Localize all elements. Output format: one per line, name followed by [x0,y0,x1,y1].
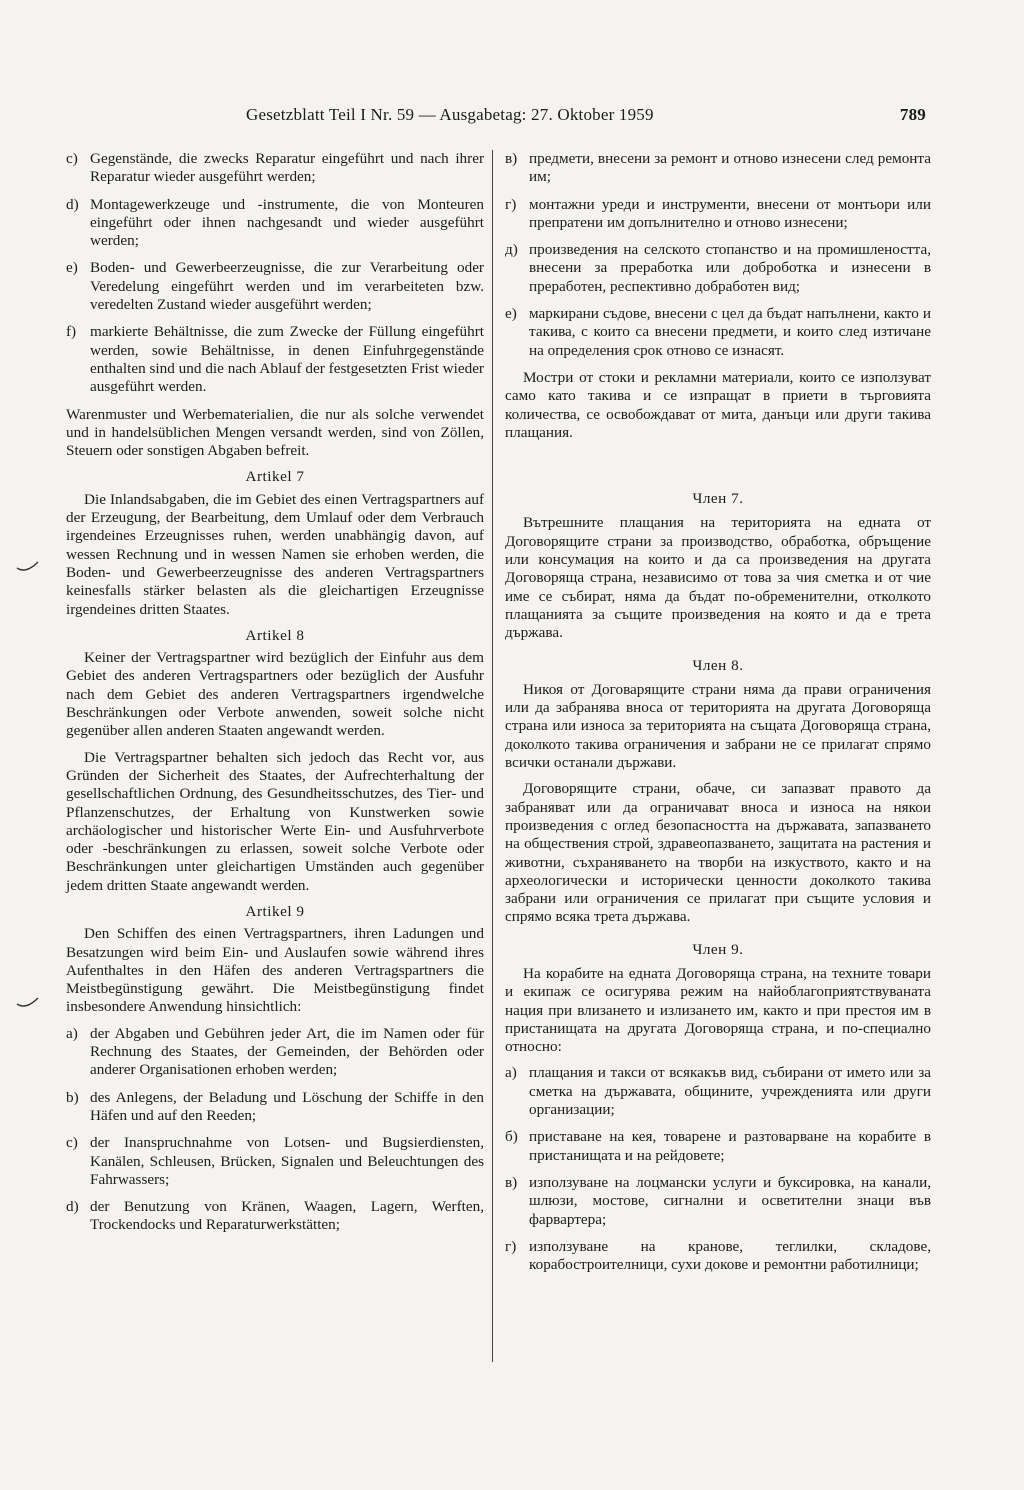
article-8-paragraph-2: Договорящите страни, обаче, си запазват правото да забраняват или да ограничават вноса и износа на някои произведения с оглед безопасността на държавата, запазването на обществения строй, здравеопазването, защитата на растения и животни, съхраняването на творби на изкуството, както и на археологически и исторически ценности доколкото такива забрани или ограничения се прилагат при същите условия и спрямо всяка трета държава. [505,780,931,926]
list-item [505,150,931,187]
item-text: използуване на кранове, теглилки, складове, корабостроителници, сухи докове и ремонтни работилници; [529,1237,931,1274]
list-item [505,305,931,360]
item-label: в) [505,150,518,167]
list-item [66,150,484,187]
item-label: c) [66,150,78,167]
item-label: f) [66,323,77,341]
item-text: markierte Behältnisse, die zum Zwecke der Füllung eingeführt werden, sowie Behältnisse, in denen Einfuhrgegenstände enthalten sind und die nach Ablauf der festgesetzten Frist wieder ausgeführt werden. [90,323,484,396]
margin-mark [16,996,40,1010]
item-label: b) [66,1088,79,1106]
item-label: e) [66,259,78,277]
list-item [505,1128,931,1165]
paragraph-samples: Warenmuster und Werbematerialien, die nur als solche verwendet und in handelsüblichen Mengen versandt werden, sind von Zöllen, Steuern oder sonstigen Abgaben befreit. [66,405,484,460]
item-text: der Abgaben und Gebühren jeder Art, die im Namen oder für Rechnung des Staates, der Gemeinden, der Behörden oder anderer Organisationen erhoben werden; [90,1024,484,1079]
list-item [66,323,484,396]
list-item [505,1064,931,1119]
item-label: a) [66,1024,78,1042]
article-7-heading: Член 7. [692,490,744,508]
article-8-paragraph-1: Никоя от Договарящите страни няма да прави ограничения или да забранява вноса от територията на другата Договоряща страна или износа за територията на същата Договоряща страна, доколкото такива ограничения и забрани не се прилагат спрямо всички останали държави. [505,680,931,772]
item-label: е) [505,305,517,323]
column-german [66,150,484,1244]
article-7-heading: Artikel 7 [245,468,305,486]
list-item [505,1174,931,1229]
column-divider [492,150,493,1362]
list-item [66,1198,484,1235]
article-8-paragraph-1: Keiner der Vertragspartner wird bezüglich der Einfuhr aus dem Gebiet des anderen Vertragspartners oder bezüglich der Ausfuhr nach dem Gebiet des anderen Vertragspartners irgendwelche Beschränkungen oder Verbote anwenden, soweit solche nicht gegenüber allen anderen Staaten angewandt werden. [66,649,484,740]
item-label: а) [505,1064,517,1082]
list-item [66,1134,484,1189]
list-item [66,259,484,314]
item-text: използуване на лоцмански услуги и буксировка, на канали, шлюзи, мостове, сигнални и осветителни знаци във фарвартера; [529,1173,931,1228]
item-text: монтажни уреди и инструменти, внесени от монтьори или препратени им допълнително и отново изнесени; [529,195,931,231]
item-label: в) [505,1173,518,1191]
header-title: Gesetzblatt Teil I Nr. 59 — Ausgabetag: 27. Oktober 1959 [246,105,654,124]
article-7-text: Die Inlandsabgaben, die im Gebiet des einen Vertragspartners auf der Erzeugung, der Bearbeitung, dem Umlauf oder dem Verbrauch irgendeines Erzeugnisses ruhen, werden unabhängig davon, auf wessen Rechnung und in wessen Namen sie erhoben werden, die Boden- und Gewerbeerzeugnisse des anderen Vertragspartners keinesfalls stärker belasten als die gleichartigen Erzeugnisse irgendeines dritten Staates. [66,490,484,618]
item-text: Montagewerkzeuge und -instrumente, die von Monteuren eingeführt oder ihnen nachgesandt und wieder ausgeführt werden; [90,195,484,250]
column-bulgarian [505,150,931,1283]
page-header [246,105,926,129]
article-8-heading: Член 8. [692,656,744,674]
item-label: б) [505,1128,518,1146]
item-text: der Inanspruchnahme von Lotsen- und Bugsierdiensten, Kanälen, Schleusen, Brücken, Signalen und Beleuchtungen des Fahrwassers; [90,1134,484,1188]
article-7-text: Вътрешните плащания на територията на едната от Договорящите страни за производство, обработка, обръщение или консумация на които и да са произведения на другата Договоряща страна, независимо от това за чия сметка и от чие име се събират, няма да бъдат по-обременителни, отколкото плащанията за същите произведения на която и да е трета държава. [505,514,931,642]
item-text: Boden- und Gewerbeerzeugnisse, die zur Verarbeitung oder Veredelung eingeführt werden und im verarbeiteten bzw. veredelten Zustand wieder ausgeführt werden; [90,259,484,314]
list-item [505,241,931,296]
item-text: маркирани съдове, внесени с цел да бъдат напълнени, както и такива, с които са внесени предмети, и които след изтичане на определения срок отново се изнасят. [529,305,931,359]
item-label: d) [66,1198,79,1216]
list-item [66,1089,484,1126]
article-9-heading: Член 9. [692,940,744,958]
item-label: d) [66,195,79,213]
article-9-text: На корабите на едната Договоряща страна, на техните товари и екипаж се осигурява режим на найоблагоприятствуваната нация при влизането и излизането им, както и при престоя им в пристанищата на другата Договоряща страна, и по-специално относно: [505,964,931,1056]
paragraph-samples: Мостри от стоки и рекламни материали, които се използуват само като такива и се изпращат в приети в търговията количества, се освобождават от мита, данъци или други такива плащания. [505,368,931,441]
item-label: г) [505,1237,517,1255]
item-text: произведения на селското стопанство и на промишлеността, внесени за преработка или доброботка и изнесени в преработен, респективно добработен вид; [529,241,931,295]
item-label: г) [505,195,517,213]
list-item [505,196,931,233]
list-item [66,196,484,251]
margin-mark [16,560,40,574]
article-8-heading: Artikel 8 [245,626,305,644]
list-item [66,1025,484,1080]
article-9-heading: Artikel 9 [245,902,305,920]
item-text: предмети, внесени за ремонт и отново изнесени след ремонта им; [529,150,931,186]
page-number: 789 [899,105,926,124]
item-text: Gegenstände, die zwecks Reparatur eingeführt und nach ihrer Reparatur wieder ausgeführt werden; [90,150,484,186]
article-9-text: Den Schiffen des einen Vertragspartners, ihren Ladungen und Besatzungen wird beim Ein- und Auslaufen sowie während ihres Aufenthaltes in den Häfen des anderen Vertragspartners die Meistbegünstigung gewährt. Die Meistbegünstigung findet insbesondere Anwendung hinsichtlich: [66,925,484,1016]
item-text: приставане на кея, товарене и разтоварване на корабите в пристанищата и на рейдовете; [529,1128,931,1164]
item-label: д) [505,241,518,259]
item-text: der Benutzung von Kränen, Waagen, Lagern, Werften, Trockendocks und Reparaturwerkstätten; [90,1198,484,1234]
item-text: плащания и такси от всякакъв вид, събирани от името или за сметка на държавата, общините, учрежденията или други организации; [529,1064,931,1119]
list-item [505,1238,931,1275]
item-text: des Anlegens, der Beladung und Löschung der Schiffe in den Häfen und auf den Reeden; [90,1088,484,1124]
article-8-paragraph-2: Die Vertragspartner behalten sich jedoch das Recht vor, aus Gründen der Sicherheit des Staates, der Aufrechterhaltung der gesellschaftlichen Ordnung, des Gesundheitsschutzes, des Tier- und Pflanzenschutzes, der Erhaltung von Kunstwerken sowie archäologischer und historischer Werte Ein- und Ausfuhrverbote oder -beschränkungen zu erlassen, soweit solche Verbote oder Beschränkungen unter gleichartigen Umständen auch gegenüber jedem dritten Staate angewandt werden. [66,748,484,894]
item-label: c) [66,1134,78,1152]
